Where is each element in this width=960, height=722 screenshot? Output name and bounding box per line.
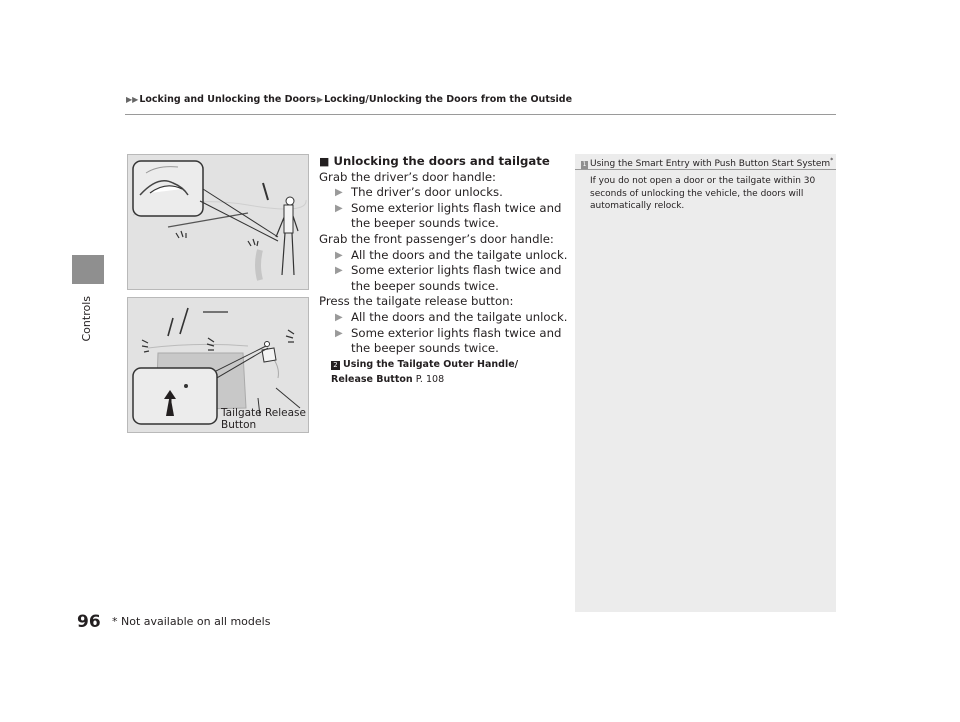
tailgate-release-button-label bbox=[221, 407, 306, 431]
result-text: All the doors and the tailgate unlock. bbox=[351, 247, 568, 262]
header-rule bbox=[125, 114, 836, 115]
breadcrumb-arrow-icon: ▶ bbox=[316, 95, 324, 104]
reference-line1: Using the Tailgate Outer Handle/ bbox=[343, 358, 519, 370]
breadcrumb-item-from-outside[interactable]: Locking/Unlocking the Doors from the Outside bbox=[324, 94, 573, 105]
step-driver-handle: Grab the driver’s door handle: bbox=[319, 169, 496, 184]
result-arrow-icon: ▶ bbox=[335, 202, 343, 214]
breadcrumb-item-locking-unlocking[interactable]: Locking and Unlocking the Doors bbox=[139, 94, 316, 105]
result-item bbox=[319, 263, 569, 294]
tailgate-label-line2: Button bbox=[221, 419, 257, 431]
result-arrow-icon: ▶ bbox=[335, 265, 343, 277]
section-tab bbox=[72, 255, 104, 284]
breadcrumb bbox=[125, 94, 572, 105]
footnote: * Not available on all models bbox=[112, 615, 271, 628]
result-arrow-icon: ▶ bbox=[335, 187, 343, 199]
step-tailgate-button: Press the tailgate release button: bbox=[319, 294, 514, 309]
result-item bbox=[319, 248, 569, 264]
section-heading bbox=[319, 154, 569, 170]
note-body: If you do not open a door or the tailgate within 30 seconds of unlocking the vehicle, the doors will automatically relock. bbox=[590, 176, 816, 211]
step-passenger-handle: Grab the front passenger’s door handle: bbox=[319, 231, 554, 246]
door-handle-drawing bbox=[128, 155, 308, 289]
heading-square-icon: ■ bbox=[319, 155, 330, 168]
result-item bbox=[319, 310, 569, 326]
note-panel bbox=[575, 154, 836, 612]
tailgate-release-illustration bbox=[127, 297, 309, 433]
result-item bbox=[319, 326, 569, 357]
result-text: Some exterior lights flash twice and the beeper sounds twice. bbox=[351, 325, 562, 356]
result-arrow-icon: ▶ bbox=[335, 249, 343, 261]
result-item bbox=[319, 185, 569, 201]
result-arrow-icon: ▶ bbox=[335, 327, 343, 339]
result-item bbox=[319, 201, 569, 232]
tailgate-label-line1: Tailgate Release bbox=[221, 407, 306, 419]
cross-reference-link[interactable] bbox=[319, 357, 569, 387]
note-title bbox=[581, 157, 833, 169]
main-content bbox=[319, 154, 569, 387]
result-text: The driver’s door unlocks. bbox=[351, 185, 503, 200]
reference-page: P. 108 bbox=[415, 373, 445, 385]
note-number-badge: 1 bbox=[582, 161, 587, 168]
breadcrumb-arrow-icon: ▶▶ bbox=[126, 95, 139, 104]
section-label: Controls bbox=[80, 296, 93, 342]
note-title-text: Using the Smart Entry with Push Button Start System bbox=[590, 159, 831, 169]
reference-icon: 2 bbox=[331, 361, 340, 370]
heading-text: Unlocking the doors and tailgate bbox=[333, 154, 550, 168]
note-rule bbox=[575, 169, 836, 170]
result-text: All the doors and the tailgate unlock. bbox=[351, 309, 568, 324]
result-text: Some exterior lights flash twice and the beeper sounds twice. bbox=[351, 263, 562, 293]
door-handle-illustration bbox=[127, 154, 309, 290]
page-number: 96 bbox=[77, 612, 101, 632]
result-text: Some exterior lights flash twice and the beeper sounds twice. bbox=[351, 200, 562, 231]
reference-line2: Release Button bbox=[331, 373, 413, 385]
note-title-star: * bbox=[830, 157, 834, 164]
result-arrow-icon: ▶ bbox=[335, 311, 343, 323]
